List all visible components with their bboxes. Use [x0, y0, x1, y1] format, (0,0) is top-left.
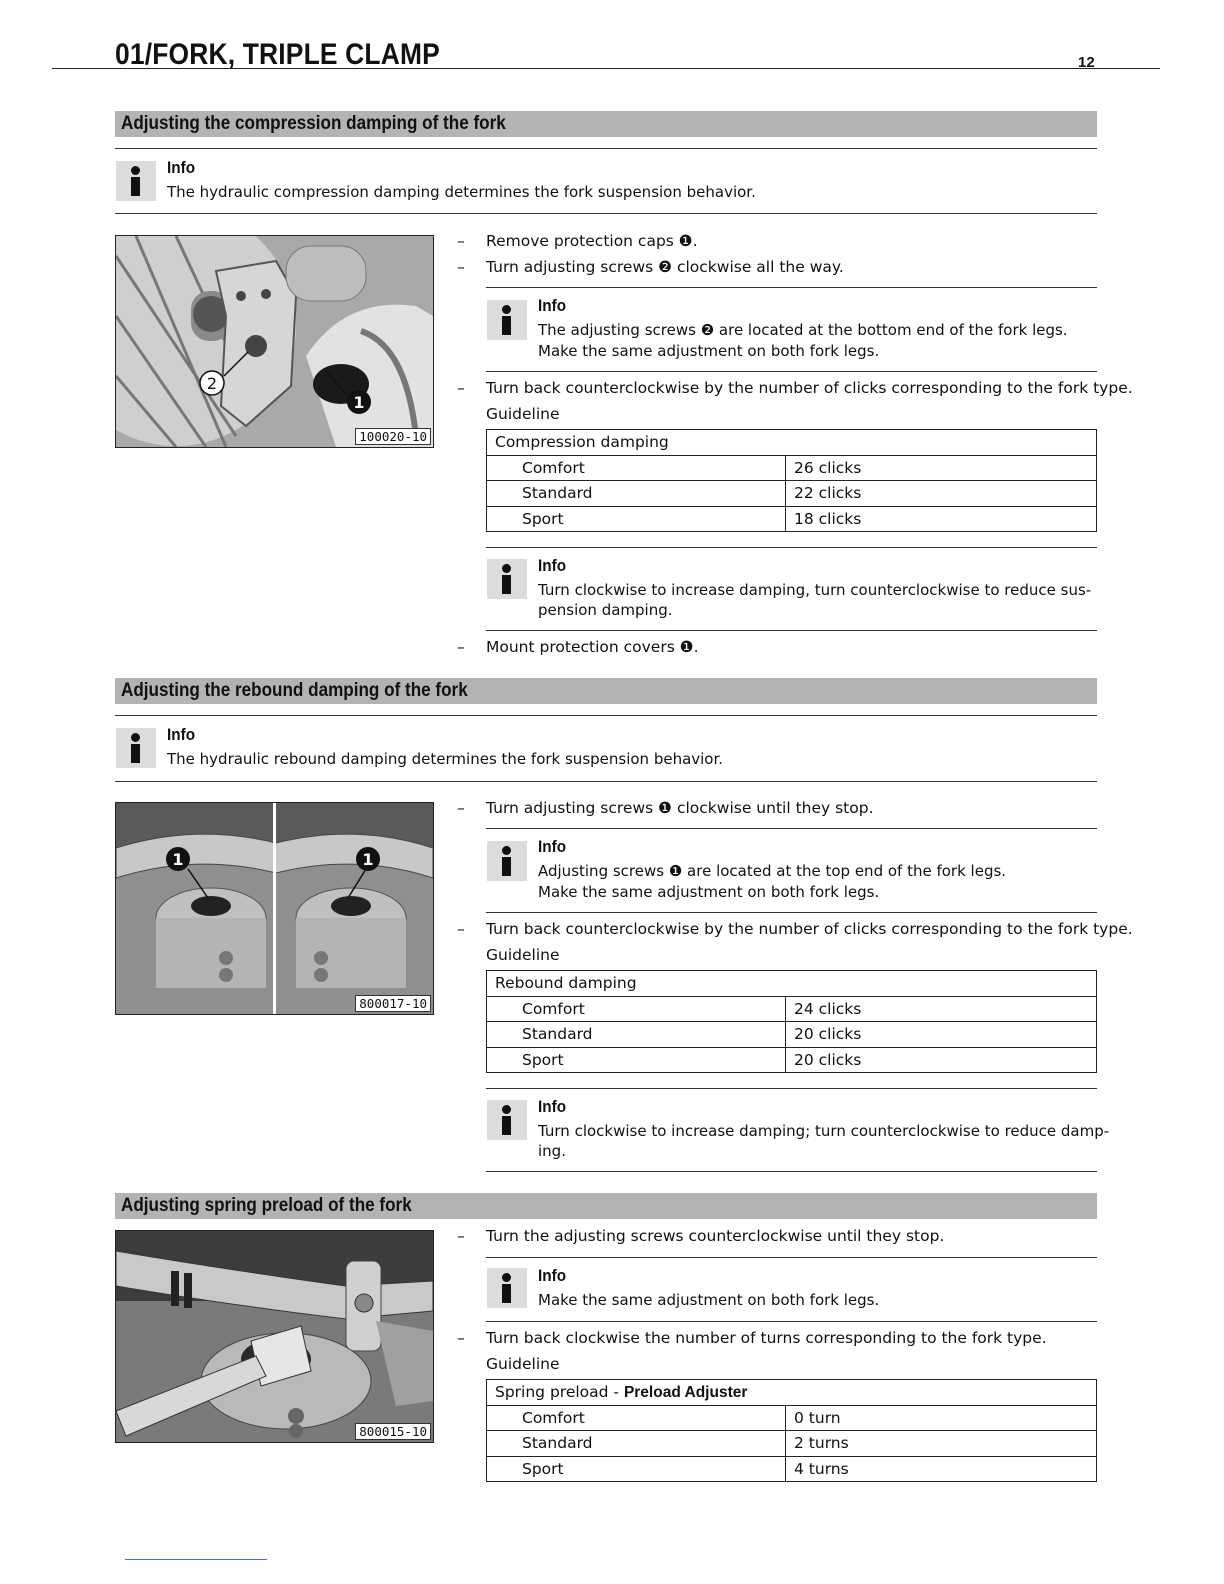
table-header: Compression damping [487, 430, 1097, 456]
info-box-rebound-screws: Info Adjusting screws ❶ are located at the top end of the fork legs. Make the same adjustment on both fork legs. [486, 828, 1097, 913]
info-icon [487, 1100, 527, 1140]
table-row: Comfort 0 turn [487, 1405, 1097, 1431]
footer-rule [125, 1559, 267, 1560]
rebound-damping-table [486, 970, 1097, 1073]
section-heading-preload: Adjusting spring preload of the fork [115, 1193, 1097, 1219]
info-box-rebound-intro: Info The hydraulic rebound damping determines the fork suspension behavior. [115, 715, 1097, 782]
table-row: Comfort 24 clicks [487, 996, 1097, 1022]
info-icon [487, 300, 527, 340]
spring-preload-table [486, 1379, 1097, 1482]
info-box-preload: Info Make the same adjustment on both fork legs. [486, 1257, 1097, 1322]
svg-text:1: 1 [172, 850, 184, 869]
section-heading-compression: Adjusting the compression damping of the fork [115, 111, 1097, 137]
table-header: Spring preload - Preload Adjuster [487, 1380, 1097, 1406]
svg-text:1: 1 [362, 850, 374, 869]
table-row: Standard 22 clicks [487, 481, 1097, 507]
table-header: Rebound damping [487, 971, 1097, 997]
fork-rebound-photo [115, 802, 434, 1015]
info-box-compression-direction: Info Turn clockwise to increase damping, turn counterclockwise to reduce sus- pension damping. [486, 547, 1097, 631]
info-icon [487, 559, 527, 599]
table-row: Sport 20 clicks [487, 1047, 1097, 1073]
fork-preload-photo [115, 1230, 434, 1443]
table-row: Comfort 26 clicks [487, 455, 1097, 481]
info-icon [487, 841, 527, 881]
svg-text:1: 1 [353, 393, 365, 412]
table-row: Standard 20 clicks [487, 1022, 1097, 1048]
svg-text:2: 2 [206, 374, 218, 393]
table-row: Standard 2 turns [487, 1431, 1097, 1457]
table-row: Sport 18 clicks [487, 506, 1097, 532]
section-heading-rebound: Adjusting the rebound damping of the fork [115, 678, 1097, 704]
image-code: 800017-10 [355, 995, 431, 1012]
table-row: Sport 4 turns [487, 1456, 1097, 1482]
page-title: 01/FORK, TRIPLE CLAMP [115, 38, 440, 71]
info-box-rebound-direction: Info Turn clockwise to increase damping; turn counterclockwise to reduce damp- ing. [486, 1088, 1097, 1172]
info-icon [116, 728, 156, 768]
info-box-compression-intro: Info The hydraulic compression damping determines the fork suspension behavior. [115, 148, 1097, 214]
page-number: 12 [1078, 54, 1095, 71]
image-code: 800015-10 [355, 1423, 431, 1440]
image-code: 100020-10 [355, 428, 431, 445]
guideline-label: Guideline [486, 946, 560, 964]
guideline-label: Guideline [486, 405, 560, 423]
info-box-adjusting-screws: Info The adjusting screws ❷ are located at the bottom end of the fork legs. Make the same adjustment on both fork legs. [486, 287, 1097, 372]
info-icon [116, 161, 156, 201]
header-rule [52, 68, 1160, 69]
guideline-label: Guideline [486, 1355, 560, 1373]
info-icon [487, 1268, 527, 1308]
fork-compression-photo [115, 235, 434, 448]
compression-damping-table [486, 429, 1097, 532]
